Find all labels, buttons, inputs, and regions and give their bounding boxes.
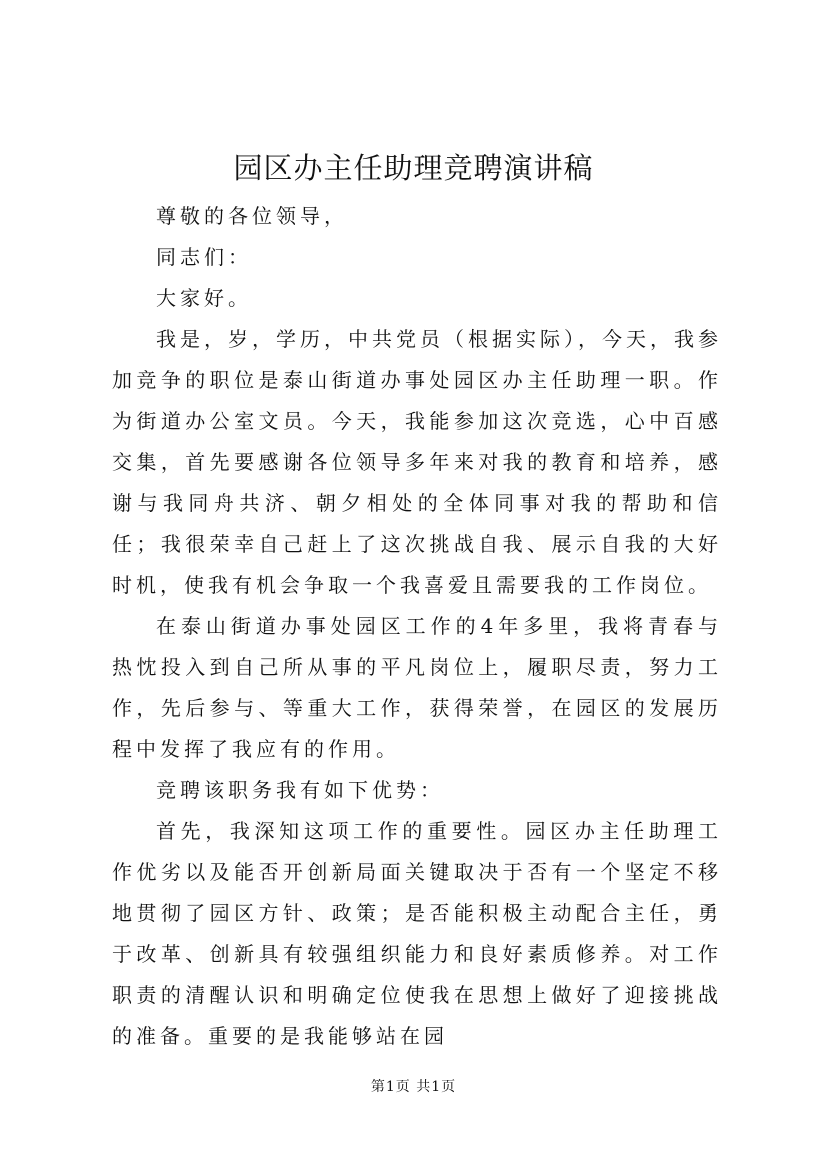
paragraph-first-advantage: 首先，我深知这项工作的重要性。园区办主任助理工作优劣以及能否开创新局面关键取决于否有一个坚定不移地贯彻了园区方针、政策；是否能积极主动配合主任，勇于改革、创新具有较强组织能力和良好素质修养。对工作职责的清醒认识和明确定位使我在思想上做好了迎接挑战的准备。重要的是我能够站在园 [112, 819, 722, 1048]
page-number-footer: 第1页 共1页 [370, 1079, 457, 1095]
document-body [112, 196, 722, 1057]
paragraph-introduction: 我是，岁，学历，中共党员（根据实际），今天，我参加竞争的职位是泰山街道办事处园区办主任助理一职。作为街道办公室文员。今天，我能参加这次竞选，心中百感交集，首先要感谢各位领导多年来对我的教育和培养，感谢与我同舟共济、朝夕相处的全体同事对我的帮助和信任；我很荣幸自己赶上了这次挑战自我、展示自我的大好时机，使我有机会争取一个我喜爱且需要我的工作岗位。 [112, 327, 722, 597]
paragraph-greeting: 大家好。 [156, 286, 252, 310]
paragraph-advantages-heading: 竞聘该职务我有如下优势： [156, 778, 444, 802]
paragraph-comrades: 同志们： [156, 245, 252, 269]
document-title: 园区办主任助理竞聘演讲稿 [233, 151, 594, 185]
paragraph-salutation: 尊敬的各位领导， [156, 204, 348, 228]
paragraph-work-experience: 在泰山街道办事处园区工作的4年多里，我将青春与热忱投入到自己所从事的平凡岗位上，履职尽责，努力工作，先后参与、等重大工作，获得荣誉，在园区的发展历程中发挥了我应有的作用。 [112, 614, 722, 761]
